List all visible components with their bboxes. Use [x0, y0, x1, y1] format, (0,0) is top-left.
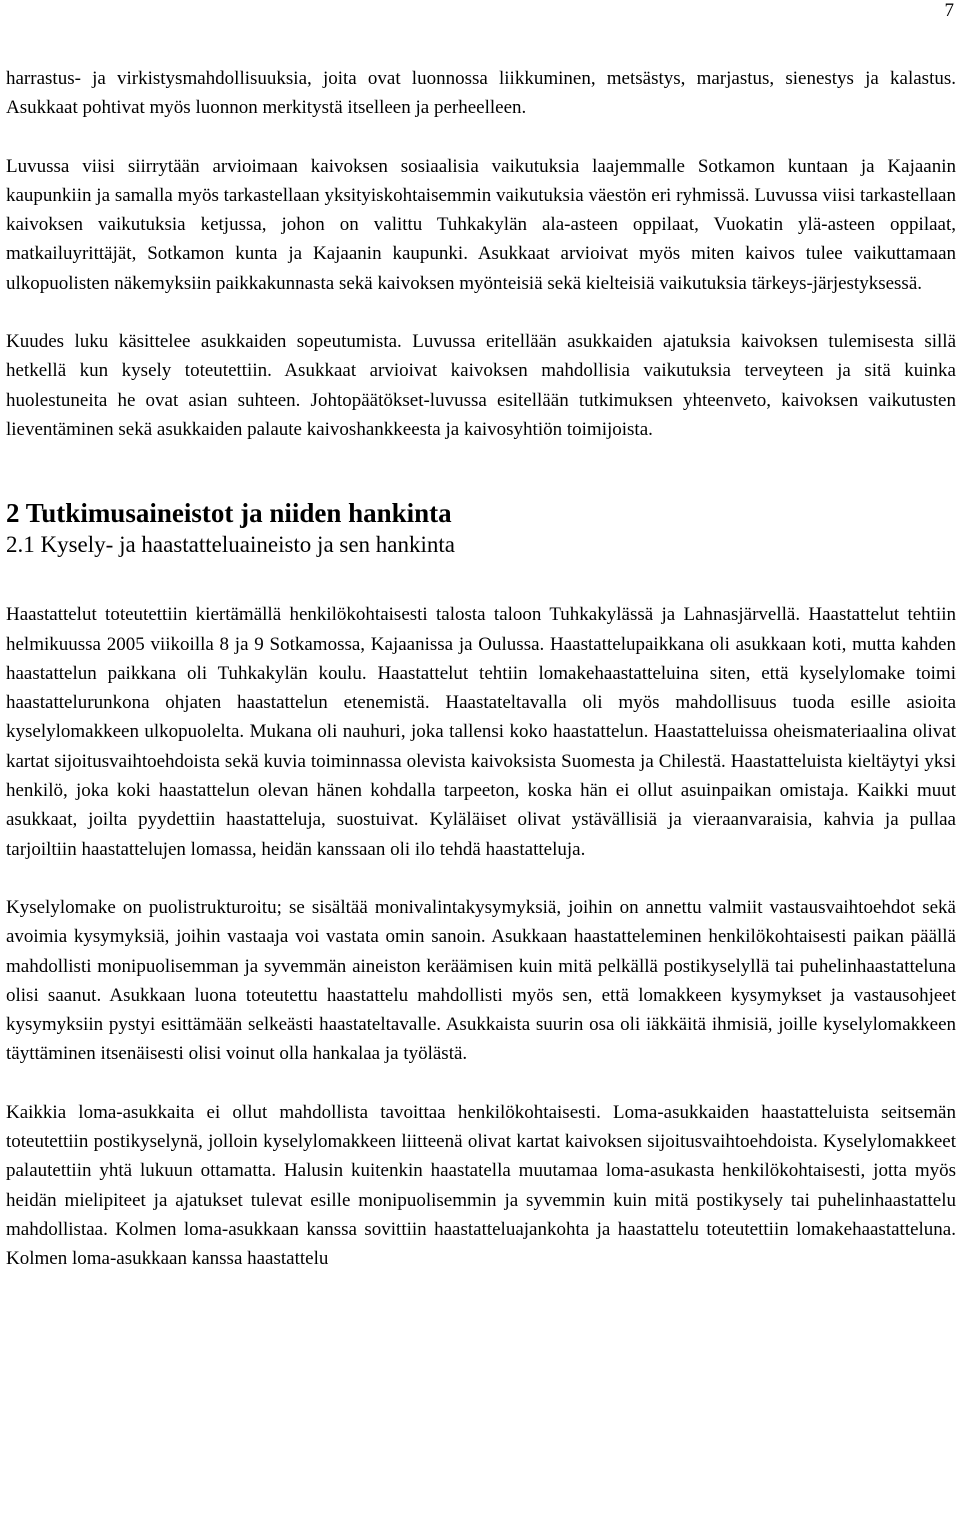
paragraph-intro-continuation: harrastus- ja virkistysmahdollisuuksia, joita ovat luonnossa liikkuminen, metsästys, marjastus, sienestys ja kalastus. Asukkaat pohtivat myös luonnon merkitystä itselleen ja perheelleen. — [6, 68, 956, 119]
paragraph-questionnaire: Kyselylomake on puolistrukturoitu; se sisältää monivalintakysymyksiä, joihin on annettu valmiit vastausvaihtoehdot sekä avoimia kysymyksiä, joihin vastaaja voi vastata omin sanoin. Asukkaan haastatteleminen henkilökohtaisesti paikan päällä mahdollisti monipuolisemman ja syvemmän aineiston keräämisen kuin mitä pelkällä postikyselyllä tai puhelinhaastatteluna olisi saanut. Asukkaan luona toteutettu haastattelu mahdollisti myös sen, että lomakkeen kysymykset ja vastausohjeet kysymyksiin pystyi esittämään selkeästi haastateltavalle. Asukkaista suurin osa oli iäkkäitä ihmisiä, joille kyselylomakkeen täyttäminen itsenäisesti olisi voinut olla hankalaa ja työlästä. — [6, 896, 956, 1065]
paragraph-interviews: Haastattelut toteutettiin kiertämällä henkilökohtaisesti talosta taloon Tuhkakylässä ja Lahnasjärvellä. Haastattelut tehtiin helmikuussa 2005 viikoilla 8 ja 9 Sotkamossa, Kajaanissa ja Oulussa. Haastattelupaikkana oli asukkaan koti, mutta kahden haastattelun paikkana oli Tuhkakylän koulu. Haastattelut tehtiin lomakehaastatteluina siten, että kyselylomake toimi haastattelurunkona ohjaten haastattelun etenemistä. Haastateltavalla oli myös mahdollisuus tuoda esille asioita kyselylomakkeen ulkopuolelta. Mukana oli nauhuri, joka tallensi koko haastattelun. Haastatteluissa oheismateriaalina olivat kartat sijoitusvaihtoehdoista sekä kuvia toiminnassa olevista kaivoksista Suomesta ja Chilestä. Haastatteluista kieltäytyi yksi henkilö, joka koki haastattelun olevan hänen kohdalla tarpeeton, koska hän ei ollut asuinpaikan omistaja. Kaikki muut asukkaat, joilta pyydettiin haastatteluja, suostuivat. Kyläläiset olivat ystävällisiä ja vieraanvaraisia, kahvia ja pullaa tarjoiltiin haastattelujen lomassa, heidän kanssaan oli ilo tehdä haastatteluja. — [6, 604, 956, 860]
paragraph-chapter-five: Luvussa viisi siirrytään arvioimaan kaivoksen sosiaalisia vaikutuksia laajemmalle Sotkamon kuntaan ja Kajaanin kaupunkiin ja samalla myös tarkastellaan yksityiskohtaisemmin vaikutuksia väestön eri ryhmissä. Luvussa viisi tarkastellaan kaivoksen vaikutuksia ketjussa, johon on valittu Tuhkakylän ala-asteen oppilaat, Vuokatin ylä-asteen oppilaat, matkailuyrittäjät, Sotkamon kunta ja Kajaanin kaupunki. Asukkaat arvioivat myös miten kaivos tulee vaikuttamaan ulkopuolisten näkemyksiin paikkakunnasta sekä kaivoksen myönteisiä sekä kielteisiä vaikutuksia tärkeys-järjestyksessä. — [6, 155, 956, 294]
section-heading: 2 Tutkimusaineistot ja niiden hankinta — [6, 498, 452, 529]
subsection-heading: 2.1 Kysely- ja haastatteluaineisto ja sen hankinta — [6, 532, 456, 558]
paragraph-holiday-residents: Kaikkia loma-asukkaita ei ollut mahdollista tavoittaa henkilökohtaisesti. Loma-asukkaiden haastatteluista seitsemän toteutettiin postikyselynä, jolloin kyselylomakkeen liitteenä olivat kartat kaivoksen sijoitusvaihtoehdoista. Kyselylomakkeet palautettiin yhtä lukuun ottamatta. Halusin kuitenkin haastatella muutamaa loma-asukasta henkilökohtaisesti, jotta myös heidän mielipiteet ja ajatukset tulevat esille monipuolisemmin ja syvemmin kuin mitä postikysely tai puhelinhaastattelu mahdollistaa. Kolmen loma-asukkaan kanssa sovittiin haastatteluajankohta ja haastattelu toteutettiin lomakehaastatteluna. Kolmen loma-asukkaan kanssa haastattelu — [6, 1101, 956, 1270]
document-body — [6, 64, 956, 1274]
paragraph-chapter-six: Kuudes luku käsittelee asukkaiden sopeutumista. Luvussa eritellään asukkaiden ajatuksia kaivoksen tulemisesta sillä hetkellä kun kysely toteutettiin. Asukkaat arvioivat kaivoksen mahdollisia vaikutuksia terveyteen ja sitä kuinka huolestuneita he ovat asian suhteen. Johtopäätökset-luvussa esitellään tutkimuksen yhteenveto, kaivoksen vaikutusten lieventäminen sekä asukkaiden palaute kaivoshankkeesta ja kaivosyhtiön toimijoista. — [6, 331, 956, 440]
page-number: 7 — [944, 0, 954, 21]
